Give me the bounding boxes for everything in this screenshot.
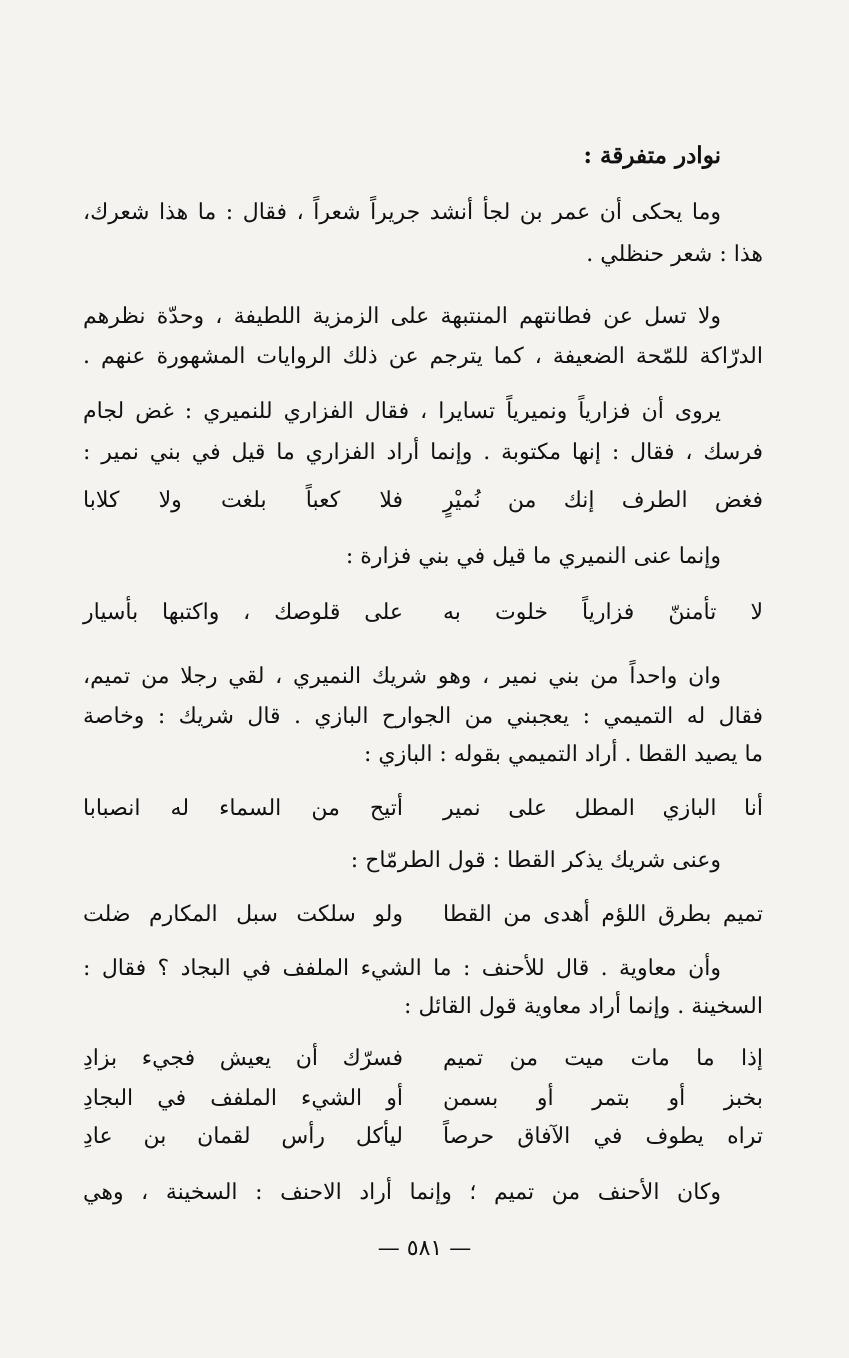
- text-line: الدرّاكة للمّحة الضعيفة ، كما يترجم عن ذلك الروايات المشهورة عنهم .: [83, 344, 763, 369]
- text-line: وما يحكى أن عمر بن لجأ أنشد جريراً شعراً ، فقال : ما هذا شعرك،: [83, 200, 721, 225]
- verse-hemistich-first: تراه يطوف في الآفاق حرصاً: [443, 1124, 763, 1149]
- verse-hemistich-second: ليأكل رأس لقمان بن عادِ: [83, 1124, 403, 1149]
- verse-hemistich-second: فلا كعباً بلغت ولا كلابا: [83, 488, 403, 513]
- verse-line: [83, 792, 763, 826]
- verse-line: [83, 1042, 763, 1076]
- verse-hemistich-second: فسرّك أن يعيش فجيء بزادِ: [83, 1046, 403, 1071]
- verse-line: [83, 1082, 763, 1116]
- page-number: — ٥٨١ —: [377, 1236, 472, 1261]
- text-line: فقال له التميمي : يعجبني من الجوارح البازي . قال شريك : وخاصة: [83, 704, 763, 729]
- verse-hemistich-second: أو الشيء الملفف في البجادِ: [83, 1086, 403, 1111]
- text-line: وكان الأحنف من تميم ؛ وإنما أراد الاحنف : السخينة ، وهي: [83, 1180, 721, 1205]
- text-line: وإنما عنى النميري ما قيل في بني فزارة :: [345, 544, 721, 569]
- verse-hemistich-first: أنا البازي المطل على نمير: [443, 796, 763, 821]
- verse-hemistich-first: تميم بطرق اللؤم أهدى من القطا: [443, 902, 763, 927]
- verse-hemistich-second: أتيح من السماء له انصبابا: [83, 796, 403, 821]
- text-line: هذا : شعر حنظلي .: [586, 242, 763, 267]
- text-line: فرسك ، فقال : إنها مكتوبة . وإنما أراد الفزاري ما قيل في بني نمير :: [83, 440, 763, 465]
- verse-line: [83, 898, 763, 932]
- verse-hemistich-first: إذا ما مات ميت من تميم: [443, 1046, 763, 1071]
- section-title: نوادر متفرقة :: [583, 142, 721, 169]
- verse-hemistich-second: على قلوصك ، واكتبها بأسيار: [83, 600, 403, 625]
- verse-hemistich-first: فغض الطرف إنك من نُميْرٍ: [443, 488, 763, 513]
- text-line: ولا تسل عن فطانتهم المنتبهة على الزمزية اللطيفة ، وحدّة نظرهم: [83, 304, 721, 329]
- verse-hemistich-first: لا تأمننّ فزارياً خلوت به: [443, 600, 763, 625]
- text-line: وعنى شريك يذكر القطا : قول الطرمّاح :: [350, 848, 721, 873]
- text-line: وان واحداً من بني نمير ، وهو شريك النميري ، لقي رجلا من تميم،: [83, 664, 721, 689]
- verse-line: [83, 1120, 763, 1154]
- verse-line: [83, 484, 763, 518]
- verse-hemistich-second: ولو سلكت سبل المكارم ضلت: [83, 902, 403, 927]
- text-line: يروى أن فزارياً ونميرياً تسايرا ، فقال الفزاري للنميري : غض لجام: [83, 399, 721, 424]
- text-line: السخينة . وإنما أراد معاوية قول القائل :: [404, 994, 763, 1019]
- text-line: ما يصيد القطا . أراد التميمي بقوله : البازي :: [364, 742, 763, 767]
- verse-line: [83, 596, 763, 630]
- text-line: وأن معاوية . قال للأحنف : ما الشيء الملفف في البجاد ؟ فقال :: [83, 956, 721, 981]
- verse-hemistich-first: بخبز أو بتمر أو بسمن: [443, 1086, 763, 1111]
